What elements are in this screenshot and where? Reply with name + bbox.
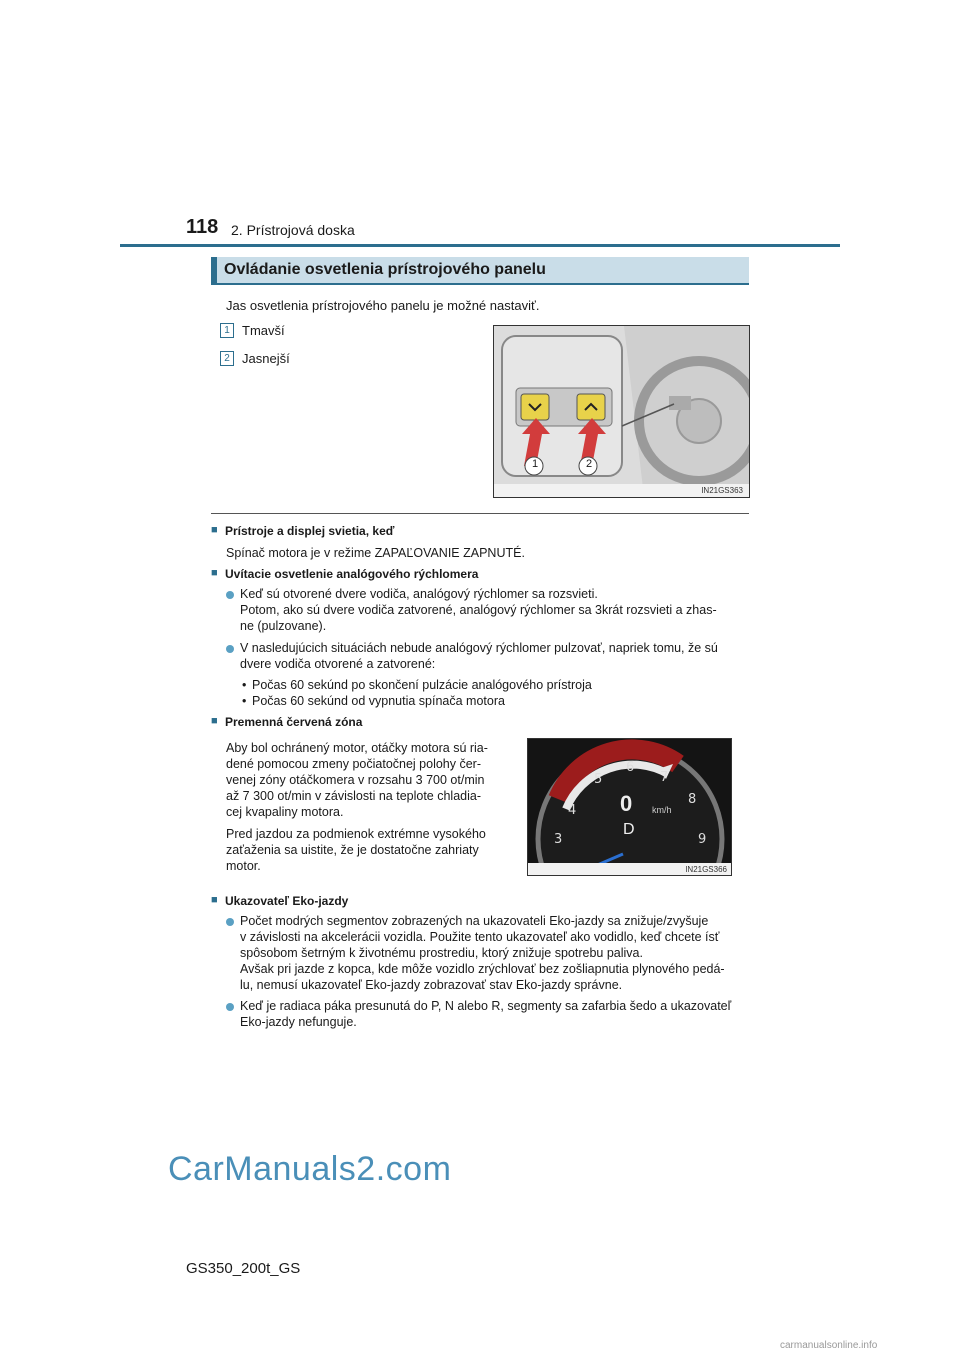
page-number: 118 <box>186 216 219 238</box>
note-2-title: Uvítacie osvetlenie analógového rýchlomera <box>225 567 479 581</box>
divider <box>211 513 749 514</box>
note-3-p2-line-2: zaťaženia sa uistite, že je dostatočne zahriaty <box>226 843 479 857</box>
note-4-bullet-2-line-2: Eko-jazdy nefunguje. <box>240 1015 357 1029</box>
svg-text:9: 9 <box>698 832 707 847</box>
item-label-2: Jasnejší <box>242 351 290 366</box>
figure-code-1: IN21GS363 <box>701 486 743 495</box>
note-4-bullet-1-line-2: v závislosti na akcelerácii vozidla. Použite tento ukazovateľ ako vodidlo, keď chcete ísť <box>240 930 720 944</box>
note-2-sub-1: Počas 60 sekúnd po skončení pulzácie analógového prístroja <box>252 678 592 692</box>
bullet-icon <box>226 918 234 926</box>
svg-text:5: 5 <box>594 772 603 787</box>
note-1-text: Spínač motora je v režime ZAPAĽOVANIE ZAPNUTÉ. <box>226 546 525 560</box>
item-number-2: 2 <box>220 351 234 366</box>
note-4-bullet-1-line-5: lu, nemusí ukazovateľ Eko-jazdy zobrazovať stav Eko-jazdy správne. <box>240 978 623 992</box>
header-rule <box>120 244 840 247</box>
note-2-bullet-1-line-3: ne (pulzovane). <box>240 619 327 633</box>
svg-text:6: 6 <box>626 760 635 775</box>
note-3-p2-line-1: Pred jazdou za podmienok extrémne vysokého <box>226 827 486 841</box>
watermark-logo: CarManuals2.com <box>168 1150 452 1188</box>
note-2-bullet-2-line-1: V nasledujúcich situáciách nebude analógový rýchlomer pulzovať, napriek tomu, že sú <box>240 641 718 655</box>
gear-indicator: D <box>623 821 635 838</box>
intro-text: Jas osvetlenia prístrojového panelu je možné nastaviť. <box>226 298 540 313</box>
note-3-p1-line-1: Aby bol ochránený motor, otáčky motora sú ria- <box>226 741 488 755</box>
svg-text:8: 8 <box>688 792 697 807</box>
item-label-1: Tmavší <box>242 323 285 338</box>
sub-bullet-marker: • <box>242 678 247 692</box>
square-marker-2: ■ <box>211 567 218 579</box>
dimmer-switch-illustration <box>494 326 749 497</box>
svg-text:4: 4 <box>568 803 577 818</box>
watermark-site: carmanualsonline.info <box>780 1340 878 1351</box>
speed-unit: km/h <box>652 805 672 815</box>
item-number-1: 1 <box>220 323 234 338</box>
note-2-sub-2: Počas 60 sekúnd od vypnutia spínača motora <box>252 694 505 708</box>
note-3-p1-line-4: až 7 300 ot/min v závislosti na teplote chladia- <box>226 789 481 803</box>
square-marker-3: ■ <box>211 715 218 727</box>
note-4-title: Ukazovateľ Eko-jazdy <box>225 894 349 908</box>
note-3-p1-line-5: cej kvapaliny motora. <box>226 805 344 819</box>
dimmer-switch-figure <box>493 325 750 498</box>
note-4-bullet-1-line-3: spôsobom šetrným k životnému prostrediu, ktorý znižuje spotrebu paliva. <box>240 946 643 960</box>
callout-2: 2 <box>585 458 593 470</box>
note-1-title: Prístroje a displej svietia, keď <box>225 524 395 538</box>
bullet-icon <box>226 1003 234 1011</box>
note-4-bullet-2-line-1: Keď je radiaca páka presunutá do P, N alebo R, segmenty sa zafarbia šedo a ukazovateľ <box>240 999 732 1013</box>
sub-bullet-marker: • <box>242 694 247 708</box>
speed-readout: 0 <box>620 791 633 816</box>
footer-model: GS350_200t_GS <box>186 1260 301 1277</box>
svg-text:7: 7 <box>660 770 669 785</box>
note-3-p2-line-3: motor. <box>226 859 261 873</box>
figure-code-2: IN21GS366 <box>685 865 727 874</box>
note-3-p1-line-2: dené pomocou zmeny počiatočnej polohy čer- <box>226 757 482 771</box>
note-2-bullet-2-line-2: dvere vodiča otvorené a zatvorené: <box>240 657 436 671</box>
bullet-icon <box>226 591 234 599</box>
square-marker-4: ■ <box>211 894 218 906</box>
section-title: Ovládanie osvetlenia prístrojového panelu <box>224 261 546 278</box>
note-3-p1-line-3: venej zóny otáčkomera v rozsahu 3 700 ot/min <box>226 773 485 787</box>
speedometer-figure <box>527 738 732 876</box>
note-2-bullet-1-line-2: Potom, ako sú dvere vodiča zatvorené, analógový rýchlomer sa 3krát rozsvieti a zhas- <box>240 603 717 617</box>
chapter-title: 2. Prístrojová doska <box>231 222 355 238</box>
note-3-title: Premenná červená zóna <box>225 715 363 729</box>
bullet-icon <box>226 645 234 653</box>
note-2-bullet-1-line-1: Keď sú otvorené dvere vodiča, analógový rýchlomer sa rozsvieti. <box>240 587 598 601</box>
note-4-bullet-1-line-4: Avšak pri jazde z kopca, kde môže vozidlo zrýchlovať bez zošliapnutia plynového pedá- <box>240 962 725 976</box>
callout-1: 1 <box>531 458 539 470</box>
note-4-bullet-1-line-1: Počet modrých segmentov zobrazených na ukazovateli Eko-jazdy sa znižuje/zvyšuje <box>240 914 709 928</box>
svg-text:3: 3 <box>554 832 563 847</box>
square-marker-1: ■ <box>211 524 218 536</box>
